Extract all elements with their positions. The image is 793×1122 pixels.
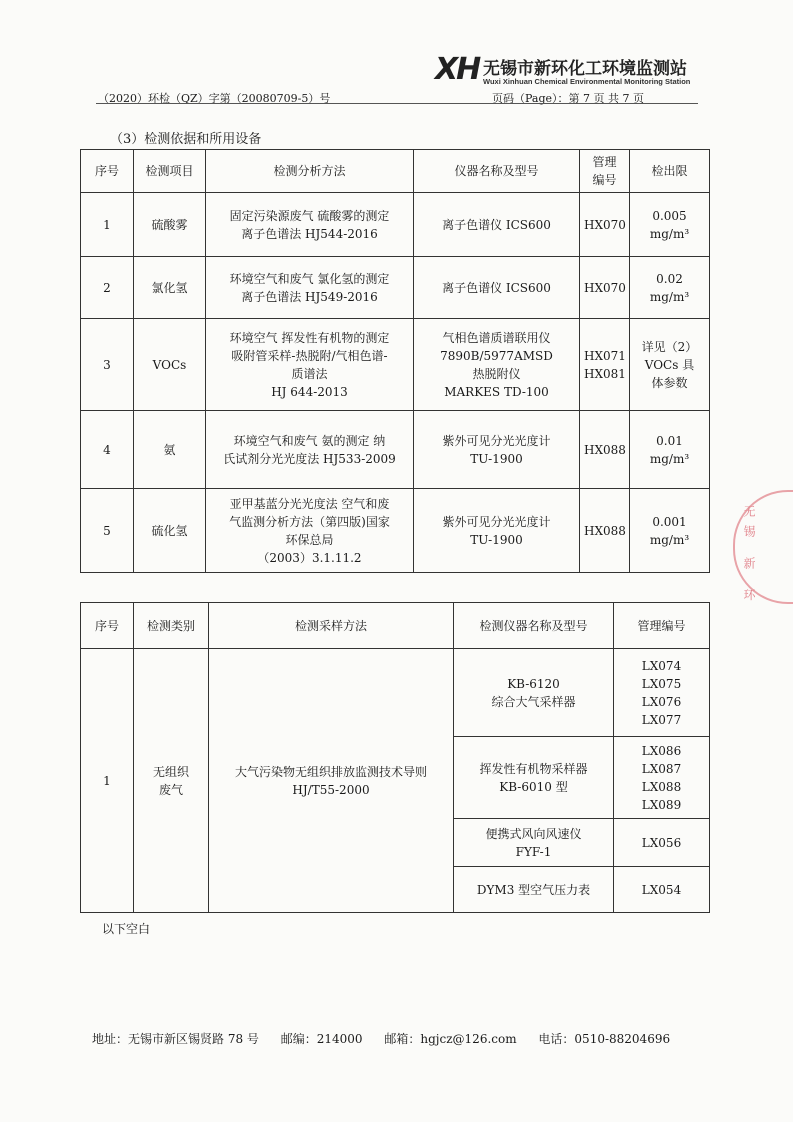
management-code: HX088: [580, 489, 630, 573]
row-number: 5: [81, 489, 134, 573]
table-row: [81, 193, 710, 257]
header-cell: 检测仪器名称及型号: [454, 603, 614, 649]
header-cell: 管理编号: [614, 603, 710, 649]
header-cell: 检测分析方法: [206, 150, 414, 193]
test-item: 硫化氢: [134, 489, 206, 573]
page-number: 页码（Page）：第 7 页 共 7 页: [492, 92, 644, 105]
row-number: 4: [81, 411, 134, 489]
table-row: [81, 489, 710, 573]
detection-limit: 0.005 mg/m³: [630, 193, 710, 257]
header-cell: 检测项目: [134, 150, 206, 193]
testing-basis-table: [80, 149, 710, 573]
test-category: 无组织 废气: [134, 649, 209, 913]
detection-limit: 详见（2） VOCs 具 体参数: [630, 319, 710, 411]
instrument: 紫外可见分光光度计 TU-1900: [414, 411, 580, 489]
seal-text: 无锡 新 环: [742, 505, 756, 609]
analysis-method: 亚甲基蓝分光光度法 空气和废 气监测分析方法（第四版)国家 环保总局 （2003）3.1.11.2: [206, 489, 414, 573]
instrument: 挥发性有机物采样器 KB-6010 型: [454, 737, 614, 819]
table-header-row: [81, 150, 710, 193]
table-row: [81, 257, 710, 319]
header-cell: 序号: [81, 150, 134, 193]
header-cell: 检测采样方法: [209, 603, 454, 649]
detection-limit: 0.001 mg/m³: [630, 489, 710, 573]
analysis-method: 环境空气和废气 氨的测定 纳 氏试剂分光光度法 HJ533-2009: [206, 411, 414, 489]
test-item: VOCs: [134, 319, 206, 411]
management-code: HX071 HX081: [580, 319, 630, 411]
phone: 电话：0510-88204696: [538, 1032, 671, 1046]
instrument: 便携式风向风速仪 FYF-1: [454, 819, 614, 867]
section-title: （3）检测依据和所用设备: [110, 132, 262, 147]
analysis-method: 环境空气和废气 氯化氢的测定 离子色谱法 HJ549-2016: [206, 257, 414, 319]
instrument: 紫外可见分光光度计 TU-1900: [414, 489, 580, 573]
sampling-method: 大气污染物无组织排放监测技术导则 HJ/T55-2000: [209, 649, 454, 913]
header-cell: 检出限: [630, 150, 710, 193]
header-cell: 检测类别: [134, 603, 209, 649]
management-code: HX070: [580, 257, 630, 319]
header-divider: [96, 103, 698, 104]
header-cell: 管理 编号: [580, 150, 630, 193]
organization-name: 无锡市新环化工环境监测站: [483, 59, 687, 79]
row-number: 1: [81, 193, 134, 257]
management-code: HX088: [580, 411, 630, 489]
management-code: LX086 LX087 LX088 LX089: [614, 737, 710, 819]
management-code: LX074 LX075 LX076 LX077: [614, 649, 710, 737]
instrument: 气相色谱质谱联用仪 7890B/5977AMSD 热脱附仪 MARKES TD-100: [414, 319, 580, 411]
header-cell: 序号: [81, 603, 134, 649]
header-cell: 仪器名称及型号: [414, 150, 580, 193]
organization-name-english: Wuxi Xinhuan Chemical Environmental Monitoring Station: [483, 77, 691, 86]
instrument: 离子色谱仪 ICS600: [414, 257, 580, 319]
detection-limit: 0.02 mg/m³: [630, 257, 710, 319]
instrument: DYM3 型空气压力表: [454, 867, 614, 913]
management-code: LX054: [614, 867, 710, 913]
row-number: 2: [81, 257, 134, 319]
row-number: 3: [81, 319, 134, 411]
document-number: （2020）环检（QZ）字第（20080709-5）号: [98, 92, 331, 105]
table-row: [81, 411, 710, 489]
test-item: 硫酸雾: [134, 193, 206, 257]
instrument: 离子色谱仪 ICS600: [414, 193, 580, 257]
postcode: 邮编：214000: [280, 1032, 363, 1046]
analysis-method: 环境空气 挥发性有机物的测定 吸附管采样-热脱附/气相色谱- 质谱法 HJ 644-2013: [206, 319, 414, 411]
sampling-equipment-table: [80, 602, 710, 913]
management-code: HX070: [580, 193, 630, 257]
address: 地址：无锡市新区锡贤路 78 号: [92, 1032, 259, 1046]
row-number: 1: [81, 649, 134, 913]
test-item: 氯化氢: [134, 257, 206, 319]
instrument: KB-6120 综合大气采样器: [454, 649, 614, 737]
blank-below-note: 以下空白: [102, 922, 151, 936]
table-row: [81, 649, 710, 737]
table-row: [81, 319, 710, 411]
table-header-row: [81, 603, 710, 649]
logo-mark: XH: [435, 52, 480, 87]
management-code: LX056: [614, 819, 710, 867]
footer-contact: [92, 1030, 688, 1047]
test-item: 氨: [134, 411, 206, 489]
analysis-method: 固定污染源废气 硫酸雾的测定 离子色谱法 HJ544-2016: [206, 193, 414, 257]
organization-logo: [435, 50, 700, 90]
email: 邮箱：hgjcz@126.com: [384, 1032, 517, 1046]
detection-limit: 0.01 mg/m³: [630, 411, 710, 489]
